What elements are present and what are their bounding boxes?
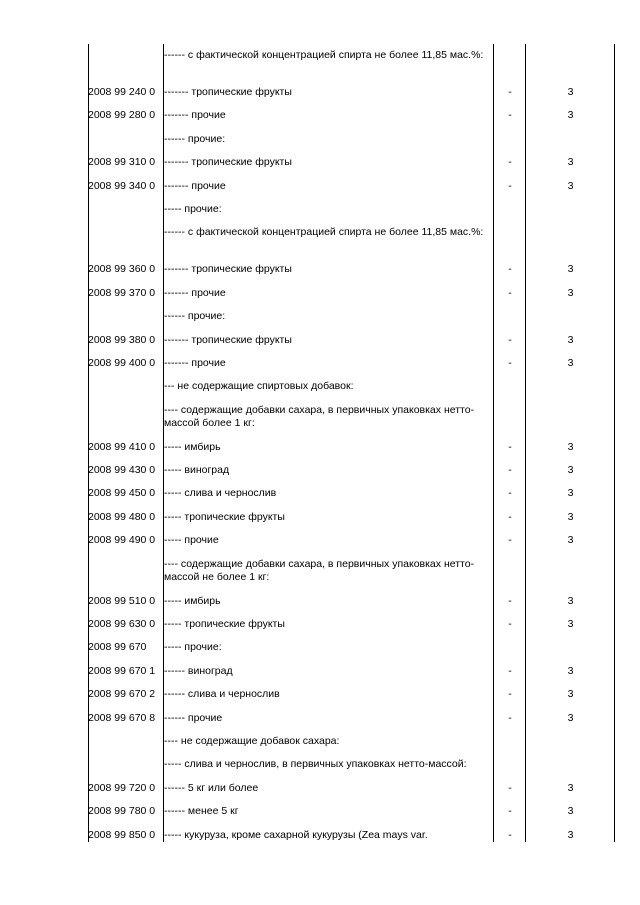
code-cell: 2008 99 410 0: [88, 440, 156, 453]
code-cell: 2008 99 400 0: [88, 356, 156, 369]
table-row: [88, 104, 615, 127]
table-row: [88, 753, 615, 776]
rate-dash-cell: -: [508, 86, 512, 98]
rate-dash-cell: -: [508, 534, 512, 547]
rate-value-cell: 3: [567, 510, 574, 523]
description-cell: ------ с фактической концентрацией спирта не более 11,85 мас.%:: [164, 49, 484, 61]
rate-value-cell: 3: [567, 805, 574, 818]
description-cell: ----- виноград: [164, 464, 230, 477]
table-row: [88, 282, 615, 305]
table-row: [88, 436, 615, 459]
rate-dash-cell: -: [508, 594, 512, 607]
code-cell: 2008 99 670 2: [88, 688, 156, 701]
description-cell: ------ прочие:: [164, 310, 226, 323]
rate-value-cell: 3: [567, 464, 574, 477]
rate-value-cell: 3: [567, 618, 574, 631]
description-cell: ----- тропические фрукты: [164, 618, 285, 631]
description-cell: ------ с фактической концентрацией спирта не более 11,85 мас.%:: [164, 226, 484, 239]
table-row: [88, 375, 615, 398]
tariff-table-body: [88, 44, 615, 847]
description-cell: ----- слива и чернослив: [164, 487, 277, 500]
table-row: [88, 305, 615, 328]
rate-dash-cell: -: [508, 487, 512, 500]
rate-dash-cell: -: [508, 510, 512, 523]
rate-dash-cell: -: [508, 664, 512, 677]
table-row: [88, 660, 615, 683]
code-cell: 2008 99 850 0: [88, 828, 156, 841]
rate-value-cell: 3: [567, 286, 574, 299]
description-cell: --- не содержащие спиртовых добавок:: [164, 380, 354, 393]
code-cell: 2008 99 780 0: [88, 805, 156, 818]
rate-dash-cell: -: [508, 333, 512, 346]
rate-dash-cell: -: [508, 781, 512, 794]
rate-value-cell: 3: [567, 688, 574, 701]
table-row: [88, 683, 615, 706]
description-cell: ------- прочие: [164, 286, 226, 299]
table-row: [88, 258, 615, 281]
rate-dash-cell: -: [508, 440, 512, 453]
table-row: [88, 707, 615, 730]
table-row: [88, 730, 615, 753]
table-row: [88, 553, 615, 590]
rate-value-cell: 3: [567, 356, 574, 369]
code-cell: 2008 99 670: [88, 641, 147, 654]
description-cell: ----- прочие:: [164, 202, 222, 215]
rate-dash-cell: -: [508, 805, 512, 818]
table-row: [88, 459, 615, 482]
table-row: [88, 590, 615, 613]
rate-dash-cell: -: [508, 179, 512, 192]
description-cell: ------- прочие: [164, 356, 226, 369]
description-cell: ------ прочие: [164, 711, 223, 724]
description-cell: ----- слива и чернослив, в первичных упаковках нетто-массой:: [164, 758, 467, 771]
description-cell: ------- тропические фрукты: [164, 333, 292, 346]
code-cell: 2008 99 720 0: [88, 781, 156, 794]
description-cell: ----- имбирь: [164, 440, 221, 453]
rate-value-cell: 3: [567, 263, 574, 276]
code-cell: 2008 99 490 0: [88, 534, 156, 547]
rate-dash-cell: -: [508, 263, 512, 276]
table-row: [88, 613, 615, 636]
code-cell: 2008 99 340 0: [88, 179, 156, 192]
rate-value-cell: 3: [567, 440, 574, 453]
description-cell: ---- не содержащие добавок сахара:: [164, 734, 340, 747]
description-cell: ----- имбирь: [164, 594, 221, 607]
rate-value-cell: 3: [567, 86, 574, 98]
code-cell: 2008 99 360 0: [88, 263, 156, 276]
table-row: [88, 81, 615, 104]
description-cell: ------- тропические фрукты: [164, 86, 292, 98]
code-cell: 2008 99 430 0: [88, 464, 156, 477]
table-row: [88, 399, 615, 436]
code-cell: 2008 99 310 0: [88, 156, 156, 169]
rate-dash-cell: -: [508, 828, 512, 841]
code-cell: 2008 99 510 0: [88, 594, 156, 607]
description-cell: ------- прочие: [164, 109, 226, 122]
rate-dash-cell: -: [508, 356, 512, 369]
code-cell: 2008 99 450 0: [88, 487, 156, 500]
description-cell: ------ слива и чернослив: [164, 688, 280, 701]
table-row: [88, 636, 615, 659]
table-row: [88, 198, 615, 221]
table-row: [88, 44, 615, 81]
table-row: [88, 221, 615, 258]
table-row: [88, 352, 615, 375]
description-cell: ----- прочие: [164, 534, 219, 547]
description-cell: ----- тропические фрукты: [164, 510, 285, 523]
description-cell: ------ виноград: [164, 664, 233, 677]
rate-dash-cell: -: [508, 109, 512, 122]
rate-dash-cell: -: [508, 286, 512, 299]
table-row: [88, 151, 615, 174]
table-row: [88, 175, 615, 198]
rate-value-cell: 3: [567, 781, 574, 794]
table-row: [88, 128, 615, 151]
description-cell: ------- тропические фрукты: [164, 263, 292, 276]
rate-value-cell: 3: [567, 828, 574, 841]
rate-value-cell: 3: [567, 109, 574, 122]
rate-value-cell: 3: [567, 156, 574, 169]
rate-dash-cell: -: [508, 688, 512, 701]
description-cell: ----- прочие:: [164, 641, 222, 654]
description-cell: ---- содержащие добавки сахара, в первичных упаковках нетто-массой более 1 кг:: [164, 403, 475, 429]
table-row: [88, 800, 615, 823]
code-cell: 2008 99 240 0: [88, 86, 156, 98]
rate-value-cell: 3: [567, 179, 574, 192]
table-row: [88, 329, 615, 352]
code-cell: 2008 99 630 0: [88, 618, 156, 631]
code-cell: 2008 99 280 0: [88, 109, 156, 122]
rate-dash-cell: -: [508, 618, 512, 631]
description-cell: ------- тропические фрукты: [164, 156, 292, 169]
rate-value-cell: 3: [567, 594, 574, 607]
rate-dash-cell: -: [508, 711, 512, 724]
table-row: [88, 777, 615, 800]
code-cell: 2008 99 380 0: [88, 333, 156, 346]
rate-value-cell: 3: [567, 664, 574, 677]
description-cell: ------- прочие: [164, 179, 226, 192]
code-cell: 2008 99 370 0: [88, 286, 156, 299]
table-row: [88, 529, 615, 552]
rate-value-cell: 3: [567, 333, 574, 346]
rate-dash-cell: -: [508, 464, 512, 477]
code-cell: 2008 99 670 8: [88, 711, 156, 724]
description-cell: ------ менее 5 кг: [164, 805, 239, 818]
code-cell: 2008 99 480 0: [88, 510, 156, 523]
table-row: [88, 506, 615, 529]
description-cell: ------ 5 кг или более: [164, 781, 259, 794]
table-row: [88, 482, 615, 505]
rate-dash-cell: -: [508, 156, 512, 169]
description-cell: ---- содержащие добавки сахара, в первичных упаковках нетто-массой не более 1 кг:: [164, 557, 475, 583]
description-cell: ------ прочие:: [164, 132, 226, 145]
rate-value-cell: 3: [567, 534, 574, 547]
description-cell: ----- кукуруза, кроме сахарной кукурузы (Zea mays var.: [164, 828, 428, 841]
rate-value-cell: 3: [567, 487, 574, 500]
table-row: [88, 824, 615, 847]
rate-value-cell: 3: [567, 711, 574, 724]
code-cell: 2008 99 670 1: [88, 664, 156, 677]
